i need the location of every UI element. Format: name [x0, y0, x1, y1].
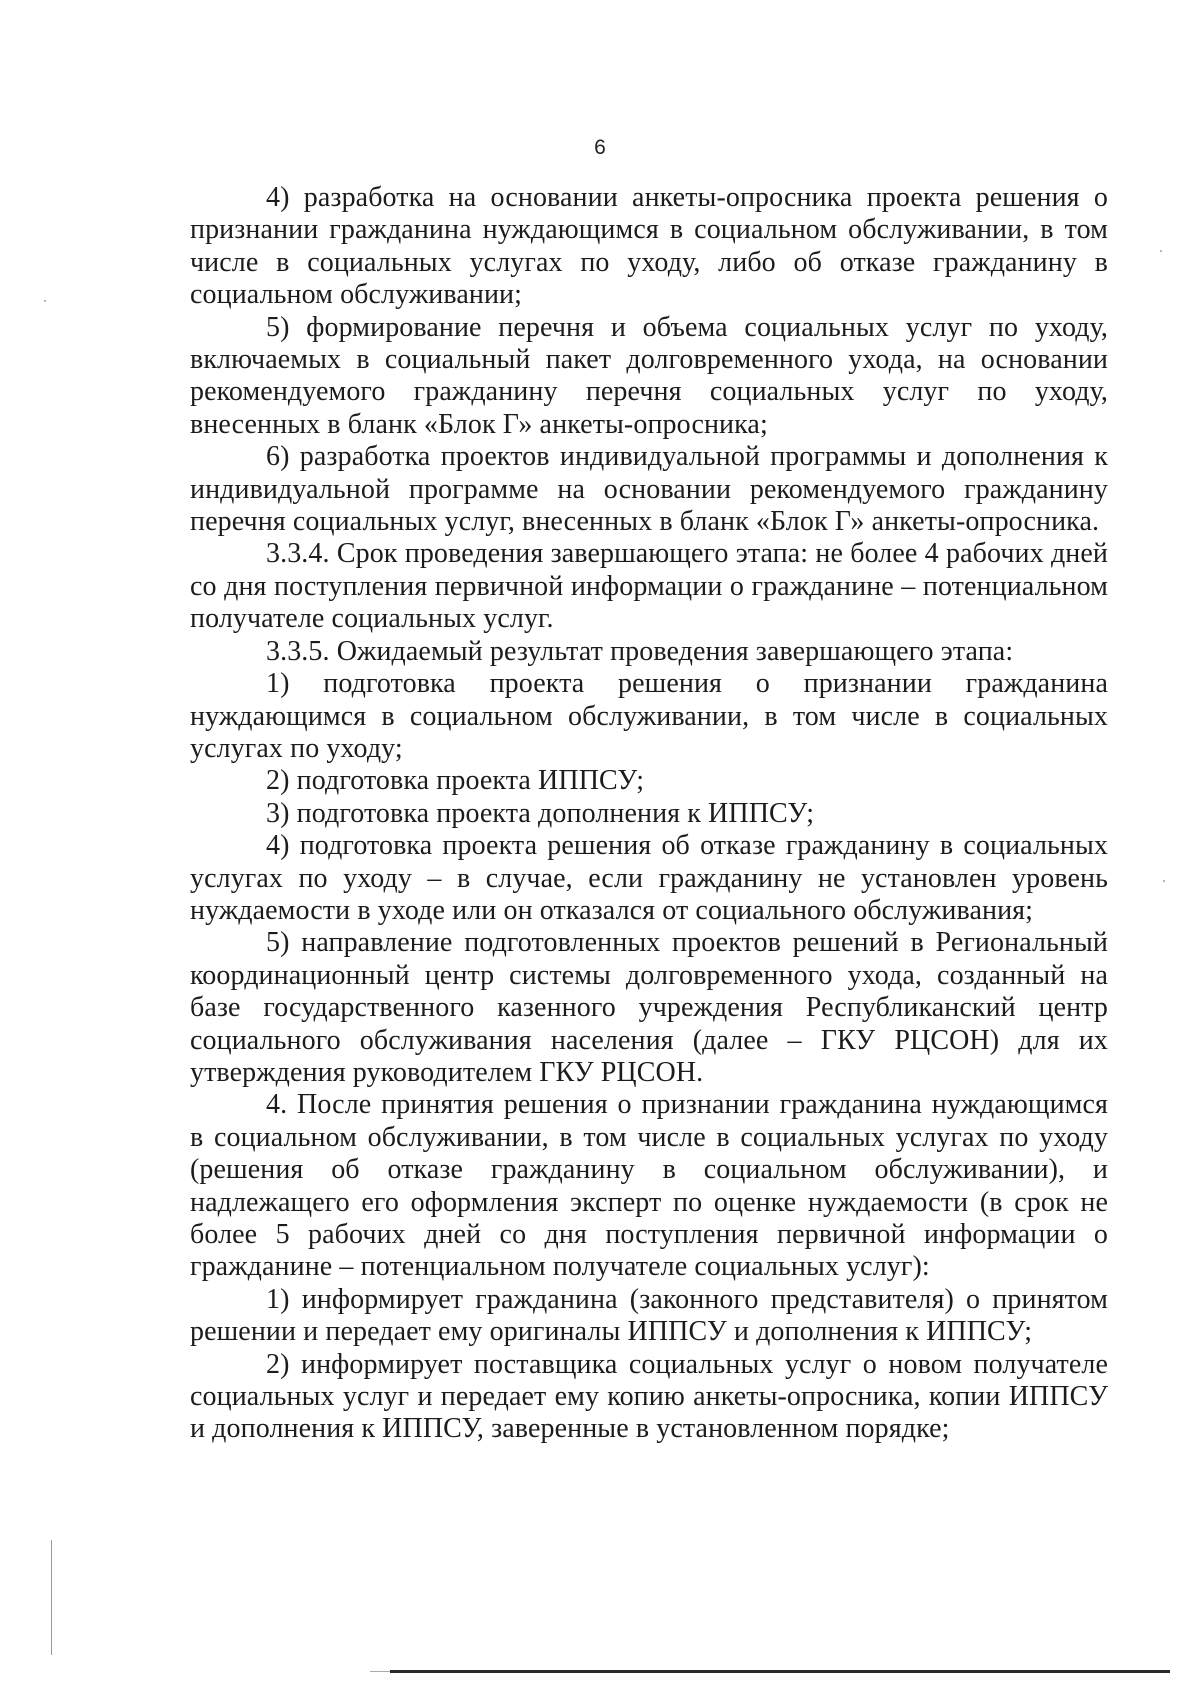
scan-speck: [44, 300, 46, 302]
paragraph: 5) направление подготовленных проектов решений в Региональный координационный центр системы долговременного ухода, созданный на базе государственного казенного учреждения Республиканский центр социального обслуживания населения (далее – ГКУ РЦСОН) для их утверждения руководителем ГКУ РЦСОН.: [190, 927, 1108, 1088]
scan-speck: [1163, 880, 1165, 882]
paragraph: 5) формирование перечня и объема социальных услуг по уходу, включаемых в социальный пакет долговременного ухода, на основании рекомендуемого гражданину перечня социальных услуг по уходу, внесенных в бланк «Блок Г» анкеты-опросника;: [190, 311, 1108, 440]
paragraph: 3) подготовка проекта дополнения к ИППСУ;: [266, 797, 815, 829]
paragraph: 2) информирует поставщика социальных услуг о новом получателе социальных услуг и передает ему копию анкеты-опросника, копии ИППСУ и дополнения к ИППСУ, заверенные в установленном порядке;: [190, 1348, 1108, 1445]
paragraph: 1) информирует гражданина (законного представителя) о принятом решении и передает ему оригиналы ИППСУ и дополнения к ИППСУ;: [190, 1283, 1108, 1348]
scan-speck: [1160, 250, 1162, 252]
paragraph: 6) разработка проектов индивидуальной программы и дополнения к индивидуальной программе на основании рекомендуемого гражданину перечня социальных услуг, внесенных в бланк «Блок Г» анкеты-опросника.: [190, 441, 1108, 538]
paragraph: 2) подготовка проекта ИППСУ;: [266, 765, 645, 797]
page-number: 6: [594, 136, 606, 159]
paragraph: 3.3.5. Ожидаемый результат проведения завершающего этапа:: [266, 635, 1014, 667]
paragraph: 4) разработка на основании анкеты-опросника проекта решения о признании гражданина нуждающимся в социальном обслуживании, в том числе в социальных услугах по уходу, либо об отказе гражданину в социальном обслуживании;: [190, 182, 1108, 311]
document-body: [190, 182, 1108, 1446]
paragraph: 4. После принятия решения о признании гражданина нуждающимся в социальном обслуживании, в том числе в социальных услугах по уходу (решения об отказе гражданину в социальном обслуживании), и надлежащего его оформления эксперт по оценке нуждаемости (в срок не более 5 рабочих дней со дня поступления первичной информации о гражданине – потенциальном получателе социальных услуг):: [190, 1089, 1108, 1283]
paragraph: 4) подготовка проекта решения об отказе гражданину в социальных услугах по уходу – в случае, если гражданину не установлен уровень нуждаемости в уходе или он отказался от социального обслуживания;: [190, 830, 1108, 926]
paragraph: 3.3.4. Срок проведения завершающего этапа: не более 4 рабочих дней со дня поступления первичной информации о гражданине – потенциальном получателе социальных услуг.: [190, 538, 1108, 635]
paragraph: 1) подготовка проекта решения о признании гражданина нуждающимся в социальном обслуживании, в том числе в социальных услугах по уходу;: [190, 668, 1108, 764]
scan-edge-faint: [370, 1671, 390, 1672]
scan-margin-line: [51, 1540, 52, 1655]
scan-bottom-edge: [390, 1670, 1170, 1673]
